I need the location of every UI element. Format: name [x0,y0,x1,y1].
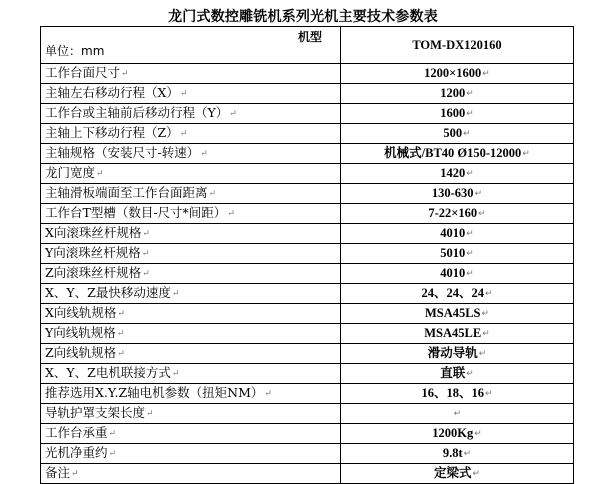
parameter-value-text: 滑动导轨 [427,346,478,360]
paragraph-mark-icon: ↵ [200,149,208,159]
parameter-label-text: 主轴滑板端面至工作台面距离 [45,185,208,200]
table-row [41,384,574,404]
model-value: TOM-DX120160 [341,27,574,64]
paragraph-mark-icon: ↵ [522,148,530,158]
parameter-value [341,364,574,384]
parameter-label-text: 光机净重约 [45,445,108,460]
parameter-value-text: 4010 [440,226,466,240]
table-row [41,364,574,384]
parameter-label-text: Y向滚珠丝杆规格 [45,245,141,260]
header-cell-label [41,27,341,64]
parameter-label [41,164,341,184]
parameter-value-text: 机械式/BT40 Ø150-12000 [384,146,522,160]
parameter-label [41,184,341,204]
table-row [41,424,574,444]
parameter-value-text: 1200 [440,86,466,100]
parameter-value [341,444,574,464]
paragraph-mark-icon: ↵ [481,308,490,318]
parameter-label-text: 工作台T型槽（数目-尺寸*间距） [45,205,227,220]
paragraph-mark-icon: ↵ [463,448,472,458]
paragraph-mark-icon: ↵ [179,129,188,139]
parameter-value-text: 5010 [440,246,466,260]
paragraph-mark-icon: ↵ [453,408,462,418]
paragraph-mark-icon: ↵ [146,409,154,419]
parameter-value [341,204,574,224]
parameter-value-text: 定梁式 [433,466,472,480]
parameter-value [341,384,574,404]
paragraph-mark-icon: ↵ [227,209,235,219]
table-row [41,464,574,484]
paragraph-mark-icon: ↵ [142,269,150,279]
paragraph-mark-icon: ↵ [472,468,481,478]
parameter-value-text: 7-22×160 [428,206,478,220]
parameter-value [341,464,574,484]
parameter-value [341,64,574,84]
paragraph-mark-icon: ↵ [229,109,237,119]
parameter-label-text: X、Y、Z电机联接方式 [45,365,171,380]
paragraph-mark-icon: ↵ [478,208,486,218]
paragraph-mark-icon: ↵ [466,88,474,98]
paragraph-mark-icon: ↵ [96,169,104,179]
parameter-label [41,444,341,464]
parameter-value-text: MSA45LE [424,326,482,340]
parameter-label [41,104,341,124]
parameter-label [41,324,341,344]
paragraph-mark-icon: ↵ [117,309,125,319]
parameter-label-text: 主轴左右移动行程（X） [45,85,179,100]
parameter-value-text: 130-630 [431,186,474,200]
parameter-label-text: X向滚珠丝杆规格 [45,225,142,240]
parameter-value-text: 16、18、16 [421,386,484,400]
table-header-row [41,27,574,64]
parameter-label [41,304,341,324]
parameter-label [41,424,341,444]
parameter-value [341,264,574,284]
parameter-value-text: 直联 [440,366,466,380]
table-row [41,84,574,104]
parameter-value [341,144,574,164]
parameter-value-text: 1200Kg [432,426,474,440]
paragraph-mark-icon: ↵ [121,69,129,79]
table-row [41,64,574,84]
parameter-value-text: MSA45LS [424,306,481,320]
table-row [41,144,574,164]
paragraph-mark-icon: ↵ [116,329,125,339]
table-row [41,344,574,364]
parameter-value [341,224,574,244]
parameter-label-text: 推荐选用X.Y.Z轴电机参数（扭矩NM） [45,385,264,400]
parameter-value-text: 9.8t [442,446,463,460]
parameter-label-text: Z向线轨规格 [45,345,117,360]
parameter-label-text: Z向滚珠丝杆规格 [45,265,142,280]
table-row [41,124,574,144]
parameter-value [341,344,574,364]
paragraph-mark-icon: ↵ [71,469,79,479]
parameter-value-text: 500 [443,126,463,140]
table-row [41,264,574,284]
paragraph-mark-icon: ↵ [482,328,490,338]
document-title: 龙门式数控雕铣机系列光机主要技术参数表 [168,9,438,25]
table-row [41,284,574,304]
paragraph-mark-icon: ↵ [171,289,180,299]
parameter-label [41,244,341,264]
parameter-value [341,184,574,204]
parameter-label-text: 龙门宽度 [45,165,96,180]
paragraph-mark-icon: ↵ [474,428,482,438]
paragraph-mark-icon: ↵ [463,128,471,138]
parameter-value [341,84,574,104]
parameter-label [41,84,341,104]
table-row [41,444,574,464]
spec-table [40,26,574,484]
parameter-value [341,124,574,144]
parameter-label [41,64,341,84]
parameter-value [341,304,574,324]
parameter-label-text: 备注 [45,465,71,480]
parameter-value [341,284,574,304]
parameter-value [341,404,574,424]
parameter-label [41,224,341,244]
table-row [41,104,574,124]
parameter-label [41,124,341,144]
paragraph-mark-icon: ↵ [466,168,474,178]
parameter-label-text: X、Y、Z最快移动速度 [45,285,171,300]
table-row [41,324,574,344]
parameter-label [41,204,341,224]
parameter-value-text: 24、24、24 [421,286,484,300]
paragraph-mark-icon: ↵ [208,189,217,199]
table-row [41,304,574,324]
parameter-label-text: 工作台或主轴前后移动行程（Y） [45,105,229,120]
table-row [41,184,574,204]
paragraph-mark-icon: ↵ [117,349,125,359]
parameter-label [41,364,341,384]
parameter-value-text: 1600 [440,106,466,120]
table-row [41,164,574,184]
paragraph-mark-icon: ↵ [474,188,483,198]
table-row [41,244,574,264]
paragraph-mark-icon: ↵ [466,368,474,378]
paragraph-mark-icon: ↵ [179,89,188,99]
parameter-value [341,324,574,344]
paragraph-mark-icon: ↵ [171,369,180,379]
parameter-value [341,424,574,444]
parameter-label-text: 导轨护罩支架长度 [45,405,146,420]
parameter-label-text: 主轴规格（安装尺寸-转速） [45,145,200,160]
parameter-label-text: 主轴上下移动行程（Z） [45,125,179,140]
parameter-value-text: 1420 [440,166,466,180]
parameter-label-text: X向线轨规格 [45,305,117,320]
parameter-value [341,244,574,264]
table-row [41,404,574,424]
paragraph-mark-icon: ↵ [142,229,150,239]
paragraph-mark-icon: ↵ [108,429,117,439]
paragraph-mark-icon: ↵ [466,268,474,278]
paragraph-mark-icon: ↵ [482,68,490,78]
paragraph-mark-icon: ↵ [264,389,272,399]
parameter-value [341,164,574,184]
paragraph-mark-icon: ↵ [466,248,474,258]
parameter-label [41,144,341,164]
parameter-label [41,284,341,304]
parameter-value [341,104,574,124]
paragraph-mark-icon: ↵ [466,228,474,238]
paragraph-mark-icon: ↵ [484,288,493,298]
parameter-label-text: 工作台面尺寸 [45,65,121,80]
parameter-value-text: 4010 [440,266,466,280]
table-row [41,204,574,224]
parameter-label [41,264,341,284]
paragraph-mark-icon: ↵ [108,449,117,459]
parameter-value-text: 1200×1600 [424,66,482,80]
parameter-label [41,344,341,364]
paragraph-mark-icon: ↵ [466,108,474,118]
parameter-label-text: Y向线轨规格 [45,325,116,340]
parameter-label-text: 工作台承重 [45,425,108,440]
paragraph-mark-icon: ↵ [484,388,493,398]
paragraph-mark-icon: ↵ [478,348,487,358]
paragraph-mark-icon: ↵ [141,249,150,259]
table-row [41,224,574,244]
parameter-label [41,464,341,484]
model-header-label: 机型 [297,30,322,44]
parameter-label [41,384,341,404]
parameter-label [41,404,341,424]
unit-label: 单位：mm [45,44,105,58]
